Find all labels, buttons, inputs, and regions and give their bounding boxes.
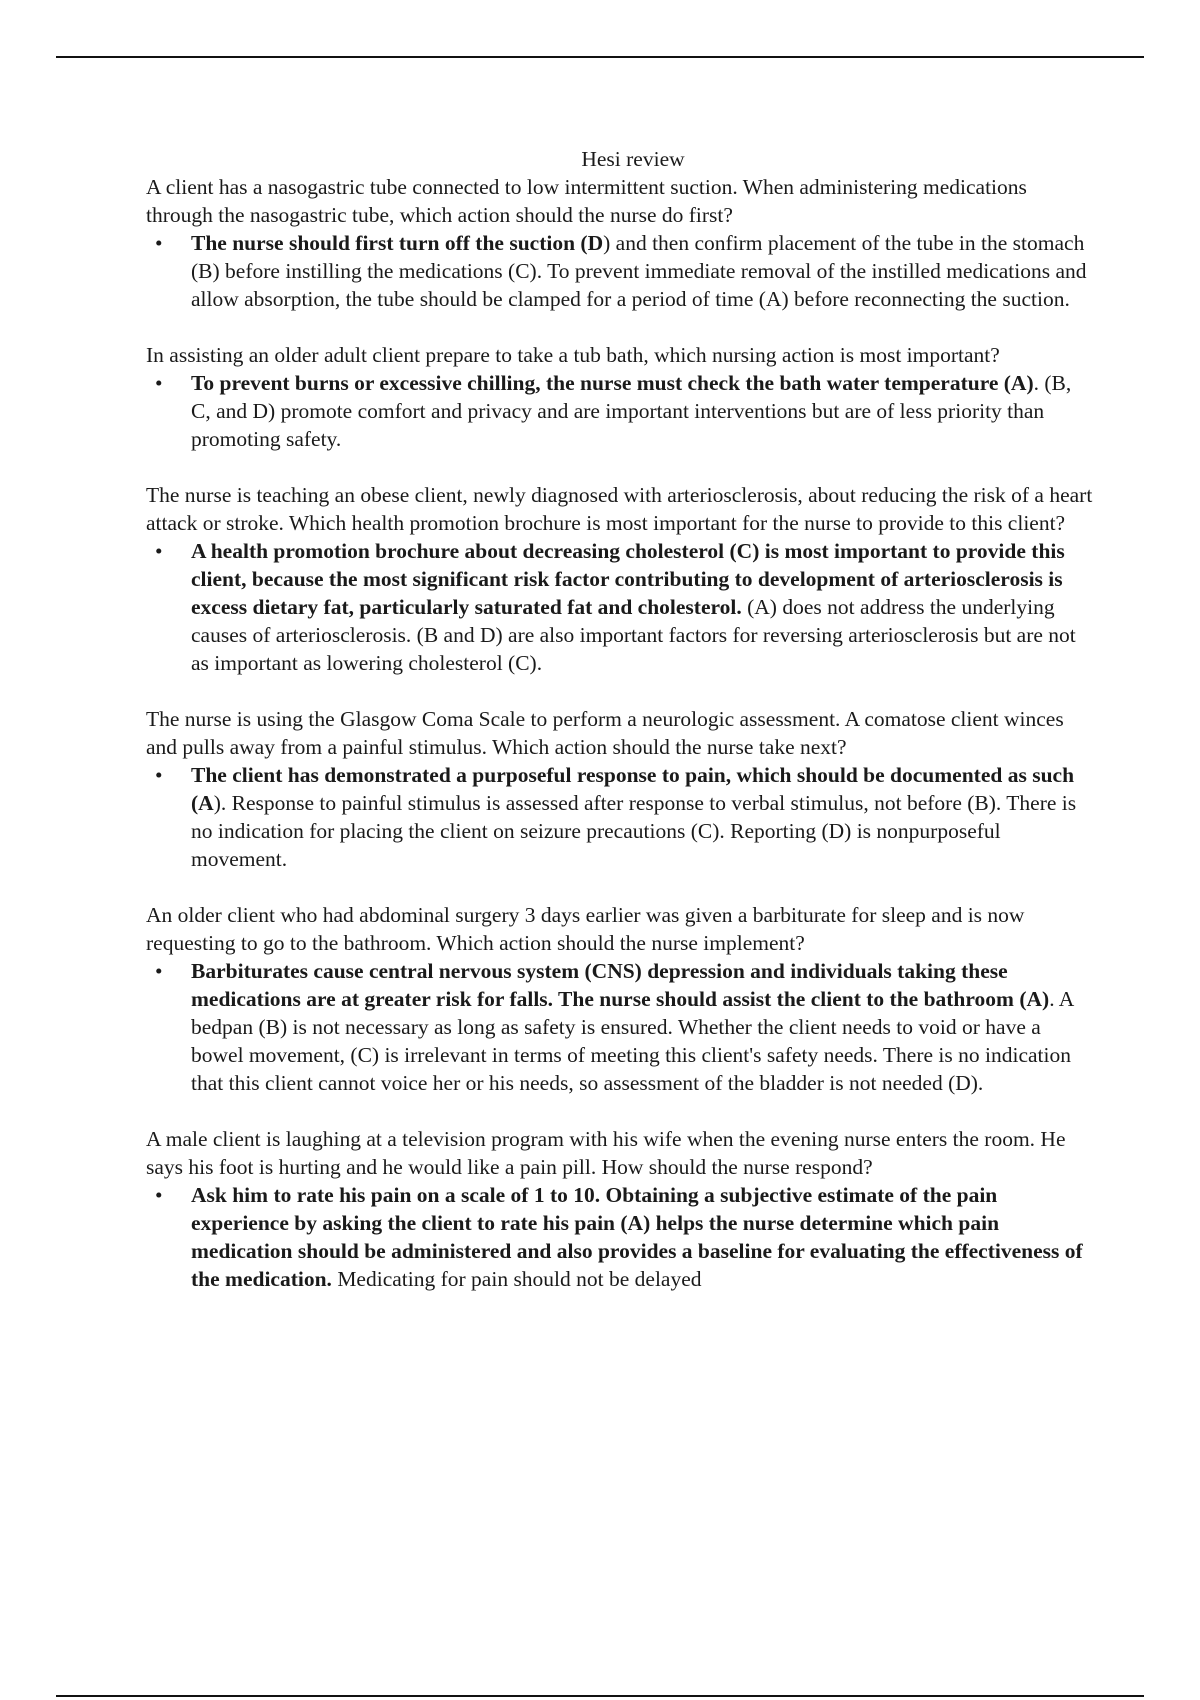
answer-list [146,761,1096,873]
answer-rationale-text: . (B, C, and D) promote comfort and privacy and are important interventions but are of less priority than promoting safety. [191,371,1072,451]
answer-rationale-text: (A) does not address the underlying causes of arteriosclerosis. (B and D) are also important factors for reversing arteriosclerosis but are not as important as lowering cholesterol (C). [191,595,1076,675]
bullet-icon: • [155,539,163,563]
bullet-icon: • [155,1183,163,1207]
answer-rationale-text: ) and then confirm placement of the tube in the stomach (B) before instilling the medications (C). To prevent immediate removal of the instilled medications and allow absorption, the tube should be clamped for a period of time (A) before reconnecting the suction. [191,231,1087,311]
answer-list [146,229,1096,313]
answer-key-text: The client has demonstrated a purposeful response to pain, which should be documented as such (A [191,763,1075,815]
document-title: Hesi review [581,147,685,171]
answer-item [146,369,1096,453]
question-text: A client has a nasogastric tube connected to low intermittent suction. When administering medications through the nasogastric tube, which action should the nurse do first? [146,175,1027,227]
qa-item-3 [146,481,1096,677]
answer-key-text: Barbiturates cause central nervous system (CNS) depression and individuals taking these medications are at greater risk for falls. The nurse should assist the client to the bathroom (A) [191,959,1050,1011]
bullet-icon: • [155,763,163,787]
answer-rationale-text: Medicating for pain should not be delayed [331,1267,702,1291]
bullet-icon: • [155,959,163,983]
answer-rationale-text: ). Response to painful stimulus is assessed after response to verbal stimulus, not before (B). There is no indication for placing the client on seizure precautions (C). Reporting (D) is nonpurposeful movement. [191,791,1077,871]
header-rule [56,56,1144,58]
document-body [146,145,1096,1321]
answer-rationale-text: . A bedpan (B) is not necessary as long as safety is ensured. Whether the client needs to void or have a bowel movement, (C) is irrelevant in terms of meeting this client's safety needs. There is no indication that this client cannot voice her or his needs, so assessment of the bladder is not needed (D). [191,987,1074,1095]
qa-item-6 [146,1125,1096,1293]
question-text: A male client is laughing at a television program with his wife when the evening nurse enters the room. He says his foot is hurting and he would like a pain pill. How should the nurse respond? [146,1127,1066,1179]
question-text: In assisting an older adult client prepare to take a tub bath, which nursing action is most important? [146,343,1000,367]
bullet-icon: • [155,231,163,255]
bullet-icon: • [155,371,163,395]
answer-list [146,957,1096,1097]
qa-item-5 [146,901,1096,1097]
answer-list [146,369,1096,453]
answer-item [146,1181,1096,1293]
question-text: An older client who had abdominal surgery 3 days earlier was given a barbiturate for sleep and is now requesting to go to the bathroom. Which action should the nurse implement? [146,903,1025,955]
qa-item-1 [146,173,1096,313]
answer-key-text: Ask him to rate his pain on a scale of 1 to 10. Obtaining a subjective estimate of the pain experience by asking the client to rate his pain (A) helps the nurse determine which pain medication should be administered and also provides a baseline for evaluating the effectiveness of the medication. [191,1183,1083,1291]
answer-list [146,537,1096,677]
answer-key-text: To prevent burns or excessive chilling, the nurse must check the bath water temperature (A) [191,371,1034,395]
answer-key-text: A health promotion brochure about decreasing cholesterol (C) is most important to provide this client, because the most significant risk factor contributing to development of arteriosclerosis is excess dietary fat, particularly saturated fat and cholesterol. [191,539,1065,619]
answer-list [146,1181,1096,1293]
qa-item-4 [146,705,1096,873]
question-text: The nurse is using the Glasgow Coma Scale to perform a neurologic assessment. A comatose client winces and pulls away from a painful stimulus. Which action should the nurse take next? [146,707,1064,759]
answer-item [146,229,1096,313]
answer-item [146,537,1096,677]
footer-rule [56,1695,1144,1697]
question-text: The nurse is teaching an obese client, newly diagnosed with arteriosclerosis, about reducing the risk of a heart attack or stroke. Which health promotion brochure is most important for the nurse to provide to this client? [146,483,1093,535]
answer-item [146,761,1096,873]
answer-key-text: The nurse should first turn off the suction (D [191,231,604,255]
qa-item-2 [146,341,1096,453]
answer-item [146,957,1096,1097]
